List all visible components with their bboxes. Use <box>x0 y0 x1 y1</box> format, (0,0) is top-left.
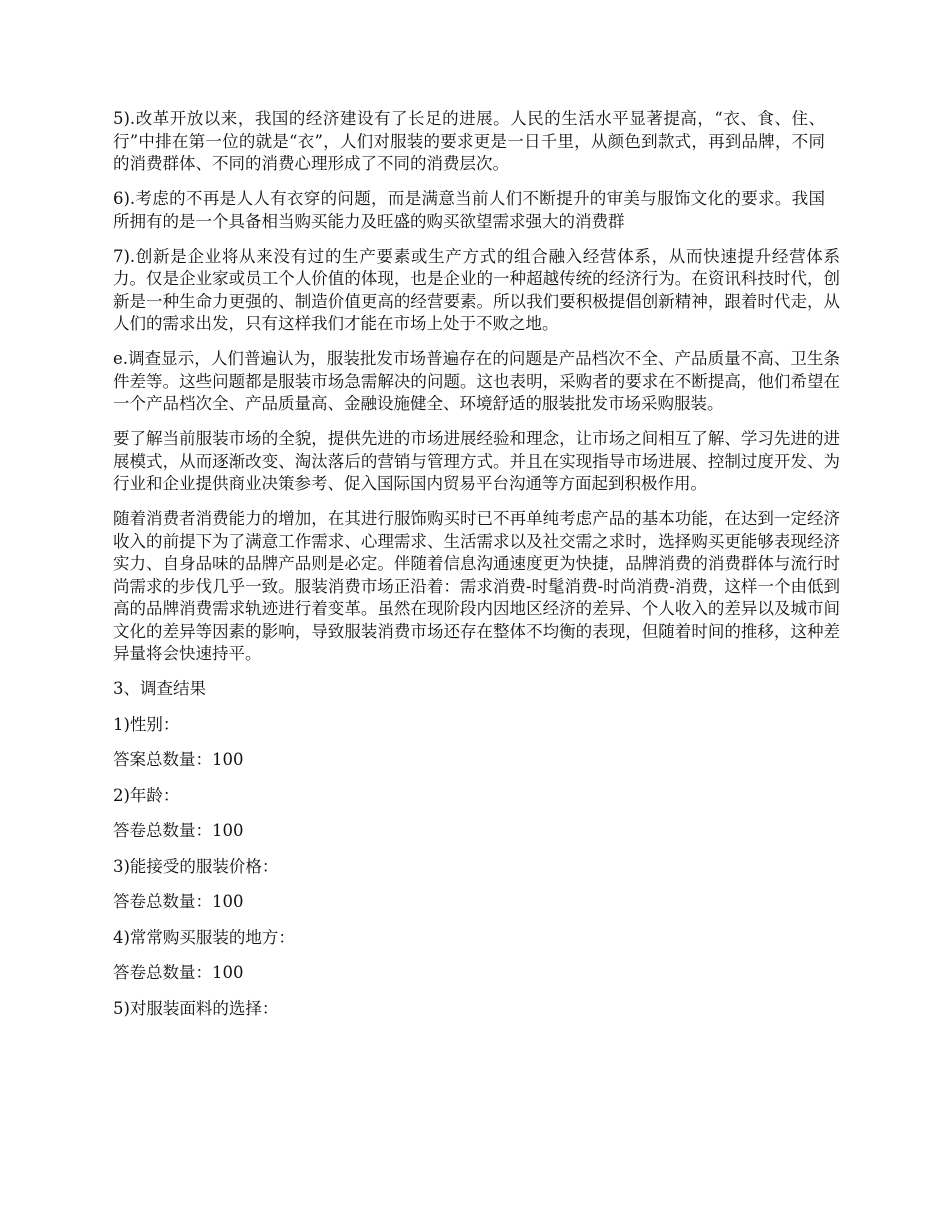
paragraph-market-overview: 要了解当前服装市场的全貌，提供先进的市场进展经验和理念，让市场之间相互了解、学习先进的进展模式，从而逐渐改变、淘汰落后的营销与管理方式。并且在实现指导市场进展、控制过度开发、为行业和企业提供商业决策参考、促入国际国内贸易平台沟通等方面起到积极作用。 <box>113 429 840 493</box>
document-page <box>113 108 840 1033</box>
results-heading: 3、调查结果 <box>113 679 206 698</box>
answer-count-purchase-place: 答卷总数量：100 <box>113 963 244 982</box>
question-gender: 1)性别： <box>113 714 180 734</box>
question-age: 2)年龄： <box>113 785 180 805</box>
question-fabric: 5)对服装面料的选择： <box>113 998 279 1018</box>
paragraph-7: 7).创新是企业将从来没有过的生产要素或生产方式的组合融入经营体系，从而快速提升经营体系力。仅是企业家或员工个人价值的体现，也是企业的一种超越传统的经济行为。在资讯科技时代，创新是一种生命力更强的、制造价值更高的经营要素。所以我们要积极提倡创新精神，跟着时代走，从人们的需求出发，只有这样我们才能在市场上处于不败之地。 <box>113 246 840 333</box>
question-price: 3)能接受的服装价格： <box>113 856 279 876</box>
paragraph-6: 6).考虑的不再是人人有衣穿的问题，而是满意当前人们不断提升的审美与服饰文化的要求。我国所拥有的是一个具备相当购买能力及旺盛的购买欲望需求强大的消费群 <box>113 189 825 231</box>
paragraph-consumer-trends: 随着消费者消费能力的增加，在其进行服饰购买时已不再单纯考虑产品的基本功能，在达到一定经济收入的前提下为了满意工作需求、心理需求、生活需求以及社交需之求时，选择购买更能够表现经济实力、自身品味的品牌产品则是必定。伴随着信息沟通速度更为快捷，品牌消费的消费群体与流行时尚需求的步伐几乎一致。服装消费市场正沿着：需求消费-时髦消费-时尚消费-消费，这样一个由低到高的品牌消费需求轨迹进行着变革。虽然在现阶段内因地区经济的差异、个人收入的差异以及城市间文化的差异等因素的影响，导致服装消费市场还存在整体不均衡的表现，但随着时间的推移，这种差异量将会快速持平。 <box>113 509 840 663</box>
paragraph-e: e.调查显示，人们普遍认为，服装批发市场普遍存在的问题是产品档次不全、产品质量不高、卫生条件差等。这些问题都是服装市场急需解决的问题。这也表明，采购者的要求在不断提高，他们希望在一个产品档次全、产品质量高、金融设施健全、环境舒适的服装批发市场采购服装。 <box>113 349 840 413</box>
answer-count-gender: 答案总数量：100 <box>113 750 244 769</box>
question-purchase-place: 4)常常购买服装的地方： <box>113 927 295 947</box>
answer-count-age: 答卷总数量：100 <box>113 821 244 840</box>
paragraph-5: 5).改革开放以来，我国的经济建设有了长足的进展。人民的生活水平显著提高，“衣、食、住、行”中排在第一位的就是“衣”，人们对服装的要求更是一日千里，从颜色到款式，再到品牌，不同的消费群体、不同的消费心理形成了不同的消费层次。 <box>113 109 825 173</box>
answer-count-price: 答卷总数量：100 <box>113 892 244 911</box>
